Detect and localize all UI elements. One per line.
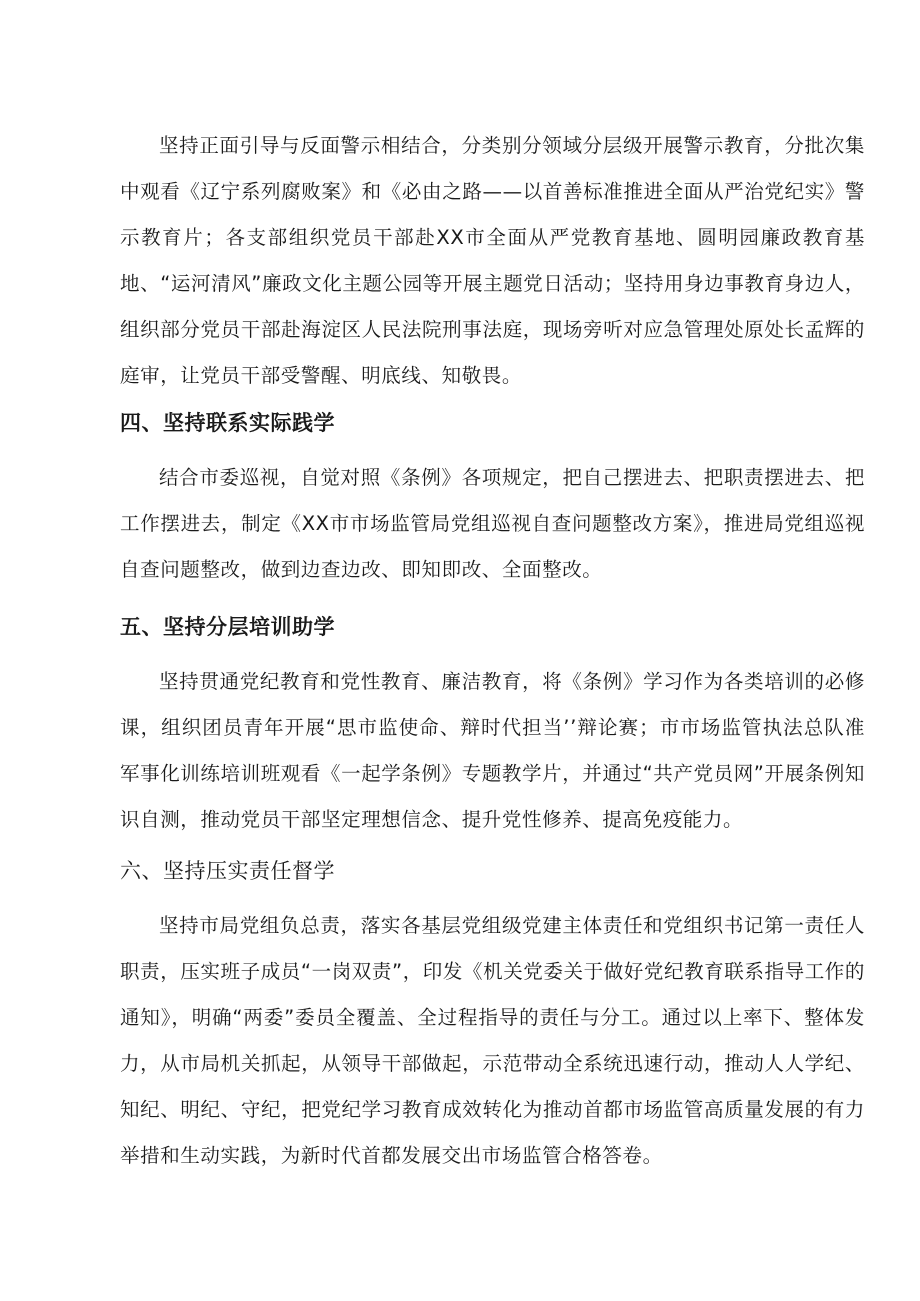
paragraph-responsibility-learning: 坚持市局党组负总责，落实各基层党组级党建主体责任和党组织书记第一责任人职责，压实班子成员“一岗双责”，印发《机关党委关于做好党纪教育联系指导工作的通知》，明确“两委”委员全覆盖、全过程指导的责任与分工。通过以上率下、整体发力，从市局机关抓起，从领导干部做起，示范带动全系统迅速行动，推动人人学纪、知纪、明纪、守纪，把党纪学习教育成效转化为推动首都市场监管高质量发展的有力举措和生动实践，为新时代首都发展交出市场监管合格答卷。 bbox=[120, 914, 866, 1167]
section-heading-5: 五、坚持分层培训助学 bbox=[120, 615, 335, 639]
paragraph-warning-education: 坚持正面引导与反面警示相结合，分类别分领域分层级开展警示教育，分批次集中观看《辽宁系列腐败案》和《必由之路——以首善标准推进全面从严治党纪实》警示教育片；各支部组织党员干部赴XX市全面从严党教育基地、圆明园廉政教育基地、“运河清风”廉政文化主题公园等开展主题党日活动；坚持用身边事教育身边人，组织部分党员干部赴海淀区人民法院刑事法庭，现场旁听对应急管理处原处长孟辉的庭审，让党员干部受警醒、明底线、知敬畏。 bbox=[120, 134, 866, 387]
paragraph-practice-learning: 结合市委巡视，自觉对照《条例》各项规定，把自己摆进去、把职责摆进去、把工作摆进去，制定《XX市市场监管局党组巡视自查问题整改方案》，推进局党组巡视自查问题整改，做到边查边改、即知即改、全面整改。 bbox=[120, 466, 865, 581]
paragraph-training-learning: 坚持贯通党纪教育和党性教育、廉洁教育，将《条例》学习作为各类培训的必修课，组织团员青年开展“思市监使命、辩时代担当’’辩论赛；市市场监管执法总队准军事化训练培训班观看《一起学条例》专题教学片，并通过“共产党员网”开展条例知识自测，推动党员干部坚定理想信念、提升党性修养、提高免疫能力。 bbox=[120, 670, 866, 831]
section-heading-4: 四、坚持联系实际践学 bbox=[120, 411, 335, 435]
section-heading-6: 六、坚持压实责任督学 bbox=[120, 859, 335, 883]
